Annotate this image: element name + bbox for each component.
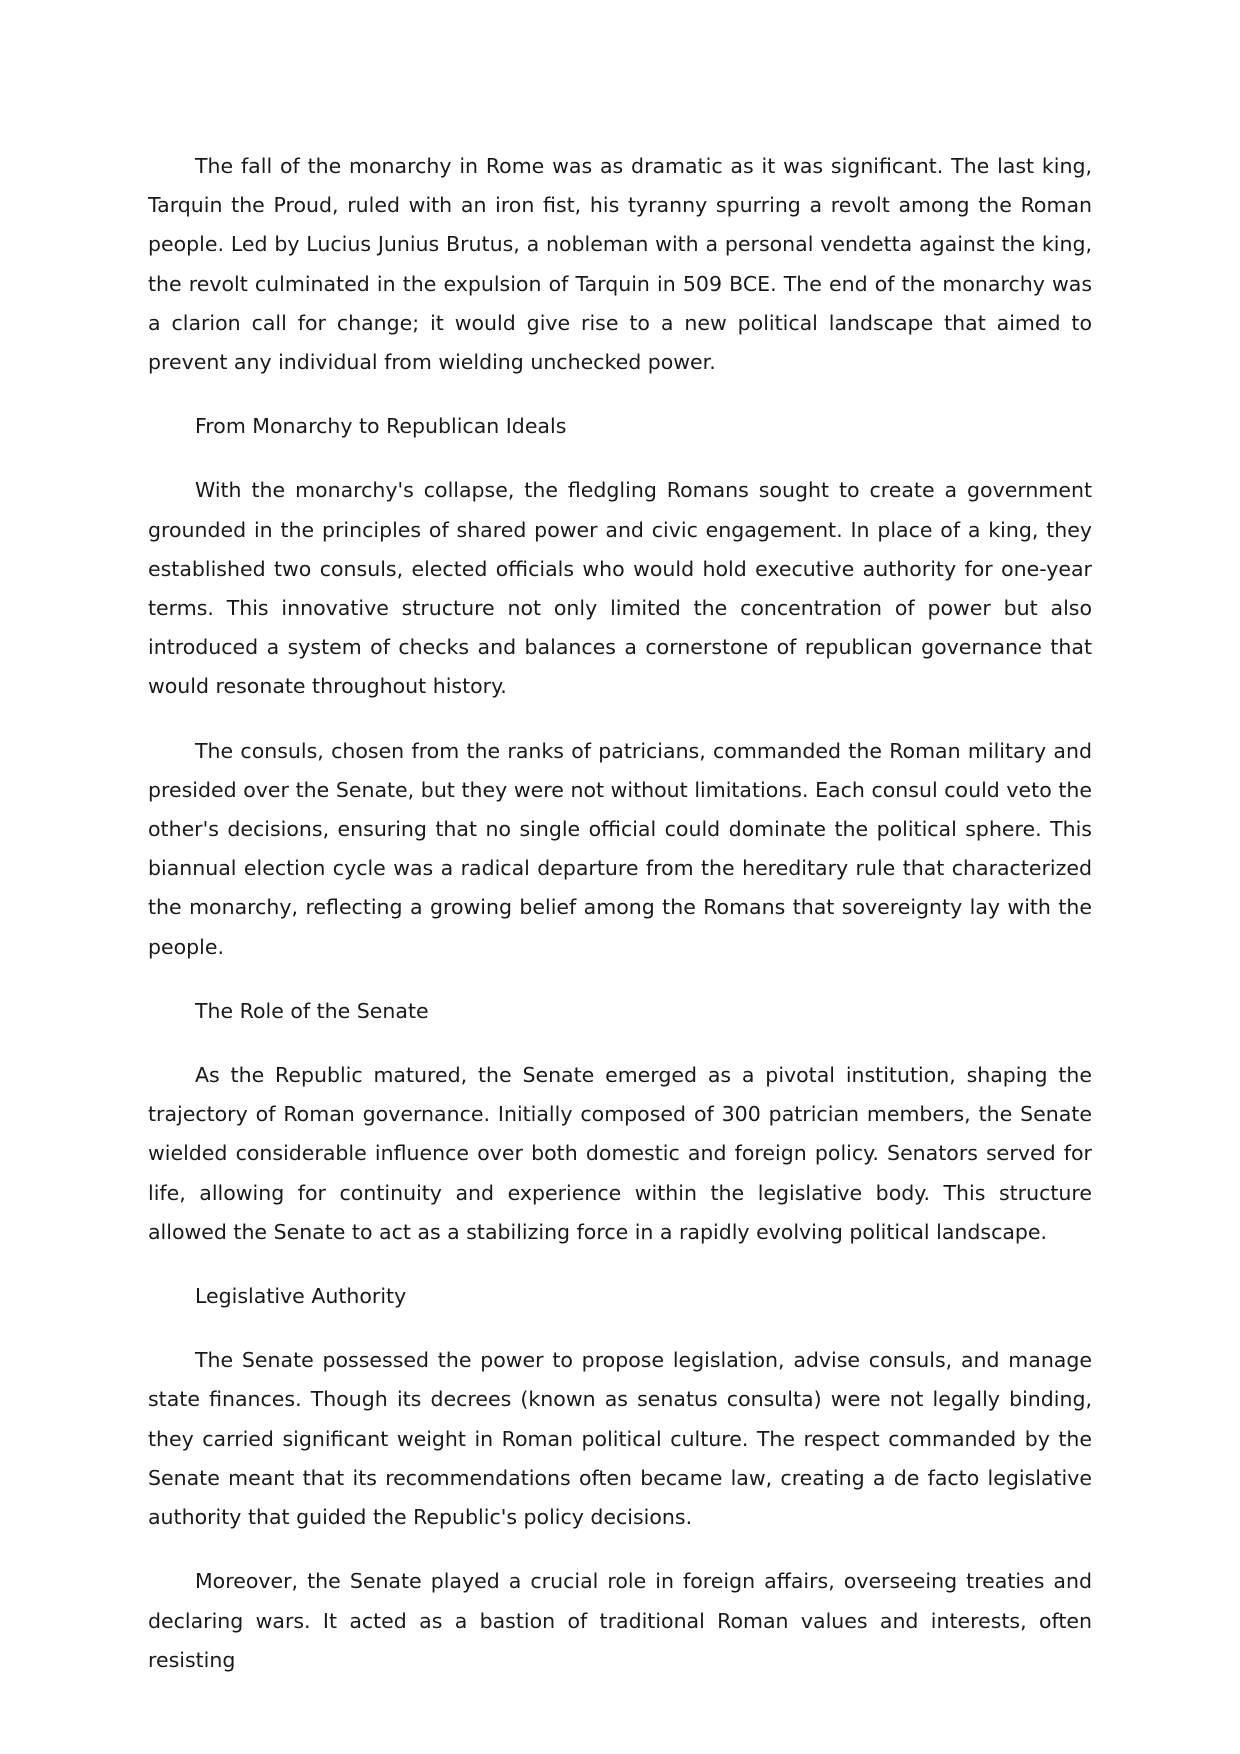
paragraph-consuls-established: With the monarchy's collapse, the fledgling Romans sought to create a government grounded in the principles of shared power and civic engagement. In place of a king, they established two consuls, elected officials who would hold executive authority for one-year terms. This innovative structure not only limited the concentration of power but also introduced a system of checks and balances a cornerstone of republican governance that would resonate throughout history.: [148, 478, 1092, 699]
heading-legislative-authority: Legislative Authority: [195, 1284, 407, 1309]
paragraph-foreign-affairs: Moreover, the Senate played a crucial role in foreign affairs, overseeing treaties and declaring wars. It acted as a bastion of traditional Roman values and interests, often resisting: [148, 1569, 1092, 1672]
paragraph-senate-powers: The Senate possessed the power to propose legislation, advise consuls, and manage state finances. Though its decrees (known as senatus consulta) were not legally binding, they carried significant weight in Roman political culture. The respect commanded by the Senate meant that its recommendations often became law, creating a de facto legislative authority that guided the Republic's policy decisions.: [148, 1348, 1092, 1530]
paragraph-consul-limitations: The consuls, chosen from the ranks of patricians, commanded the Roman military and presided over the Senate, but they were not without limitations. Each consul could veto the other's decisions, ensuring that no single official could dominate the political sphere. This biannual election cycle was a radical departure from the hereditary rule that characterized the monarchy, reflecting a growing belief among the Romans that sovereignty lay with the people.: [148, 738, 1092, 959]
paragraph-senate-institution: As the Republic matured, the Senate emerged as a pivotal institution, shaping the trajectory of Roman governance. Initially composed of 300 patrician members, the Senate wielded considerable influence over both domestic and foreign policy. Senators served for life, allowing for continuity and experience within the legislative body. This structure allowed the Senate to act as a stabilizing force in a rapidly evolving political landscape.: [148, 1063, 1092, 1244]
heading-monarchy-to-republic: From Monarchy to Republican Ideals: [195, 414, 567, 439]
heading-role-of-senate: The Role of the Senate: [195, 998, 429, 1023]
paragraph-fall-of-monarchy: The fall of the monarchy in Rome was as dramatic as it was significant. The last king, Tarquin the Proud, ruled with an iron fist, his tyranny spurring a revolt among the Roman people. Led by Lucius Junius Brutus, a nobleman with a personal vendetta against the king, the revolt culminated in the expulsion of Tarquin in 509 BCE. The end of the monarchy was a clarion call for change; it would give rise to a new political landscape that aimed to prevent any individual from wielding unchecked power.: [148, 154, 1092, 375]
document-page: [148, 147, 1092, 1705]
